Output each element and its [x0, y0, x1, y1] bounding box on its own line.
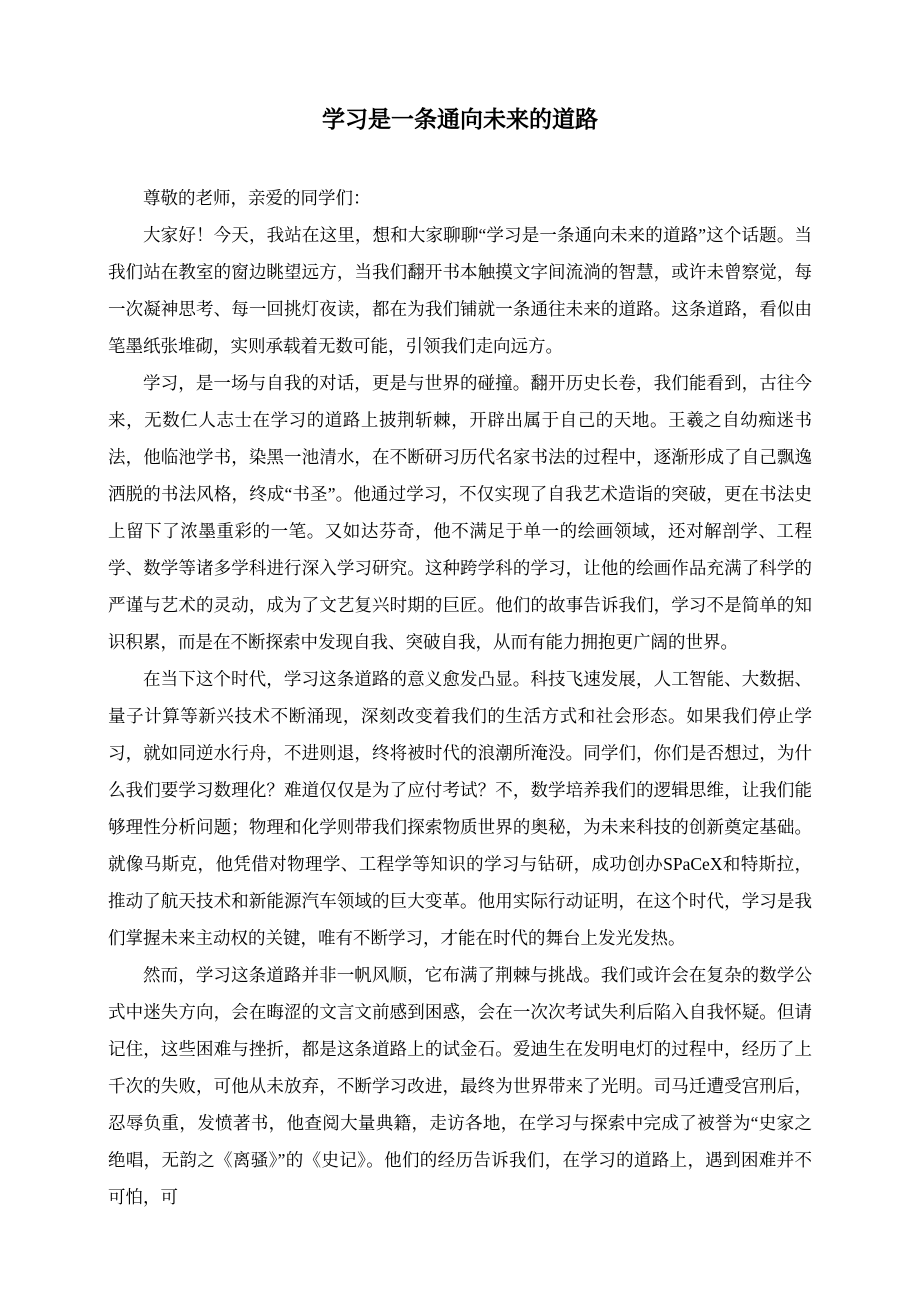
paragraph-history-examples: 学习，是一场与自我的对话，更是与世界的碰撞。翻开历史长卷，我们能看到，古往今来，无数仁人志士在学习的道路上披荆斩棘，开辟出属于自己的天地。王羲之自幼痴迷书法，他临池学书，染黑一池清水，在不断研习历代名家书法的过程中，逐渐形成了自己飘逸洒脱的书法风格，终成“书圣”。他通过学习，不仅实现了自我艺术造诣的突破，更在书法史上留下了浓墨重彩的一笔。又如达芬奇，他不满足于单一的绘画领域，还对解剖学、工程学、数学等诸多学科进行深入学习研究。这种跨学科的学习，让他的绘画作品充满了科学的严谨与艺术的灵动，成为了文艺复兴时期的巨匠。他们的故事告诉我们，学习不是简单的知识积累，而是在不断探索中发现自我、突破自我，从而有能力拥抱更广阔的世界。: [108, 373, 812, 652]
paragraph-challenges: 然而，学习这条道路并非一帆风顺，它布满了荆棘与挑战。我们或许会在复杂的数学公式中迷失方向，会在晦涩的文言文前感到困惑，会在一次次考试失利后陷入自我怀疑。但请记住，这些困难与挫折，都是这条道路上的试金石。爱迪生在发明电灯的过程中，经历了上千次的失败，可他从未放弃，不断学习改进，最终为世界带来了光明。司马迁遭受宫刑后，忍辱负重，发愤著书，他查阅大量典籍，走访各地，在学习与探索中完成了被誉为“史家之绝唱，无韵之《离骚》”的《史记》。他们的经历告诉我们，在学习的道路上，遇到困难并不可怕，可: [108, 965, 812, 1207]
paragraph-salutation: 尊敬的老师，亲爱的同学们：: [143, 188, 371, 208]
document-body: [108, 180, 812, 1216]
paragraph-modern-era: 在当下这个时代，学习这条道路的意义愈发凸显。科技飞速发展，人工智能、大数据、量子计算等新兴技术不断涌现，深刻改变着我们的生活方式和社会形态。如果我们停止学习，就如同逆水行舟，不进则退，终将被时代的浪潮所淹没。同学们，你们是否想过，为什么我们要学习数理化？难道仅仅是为了应付考试？不，数学培养我们的逻辑思维，让我们能够理性分析问题；物理和化学则带我们探索物质世界的奥秘，为未来科技的创新奠定基础。就像马斯克，他凭借对物理学、工程学等知识的学习与钻研，成功创办SPaCeX和特斯拉，推动了航天技术和新能源汽车领域的巨大变革。他用实际行动证明，在这个时代，学习是我们掌握未来主动权的关键，唯有不断学习，才能在时代的舞台上发光发热。: [108, 669, 812, 948]
document-title: 学习是一条通向未来的道路: [322, 106, 598, 132]
paragraph-opening: 大家好！今天，我站在这里，想和大家聊聊“学习是一条通向未来的道路”这个话题。当我们站在教室的窗边眺望远方，当我们翻开书本触摸文字间流淌的智慧，或许未曾察觉，每一次凝神思考、每一回挑灯夜读，都在为我们铺就一条通往未来的道路。这条道路，看似由笔墨纸张堆砌，实则承载着无数可能，引领我们走向远方。: [108, 225, 812, 356]
